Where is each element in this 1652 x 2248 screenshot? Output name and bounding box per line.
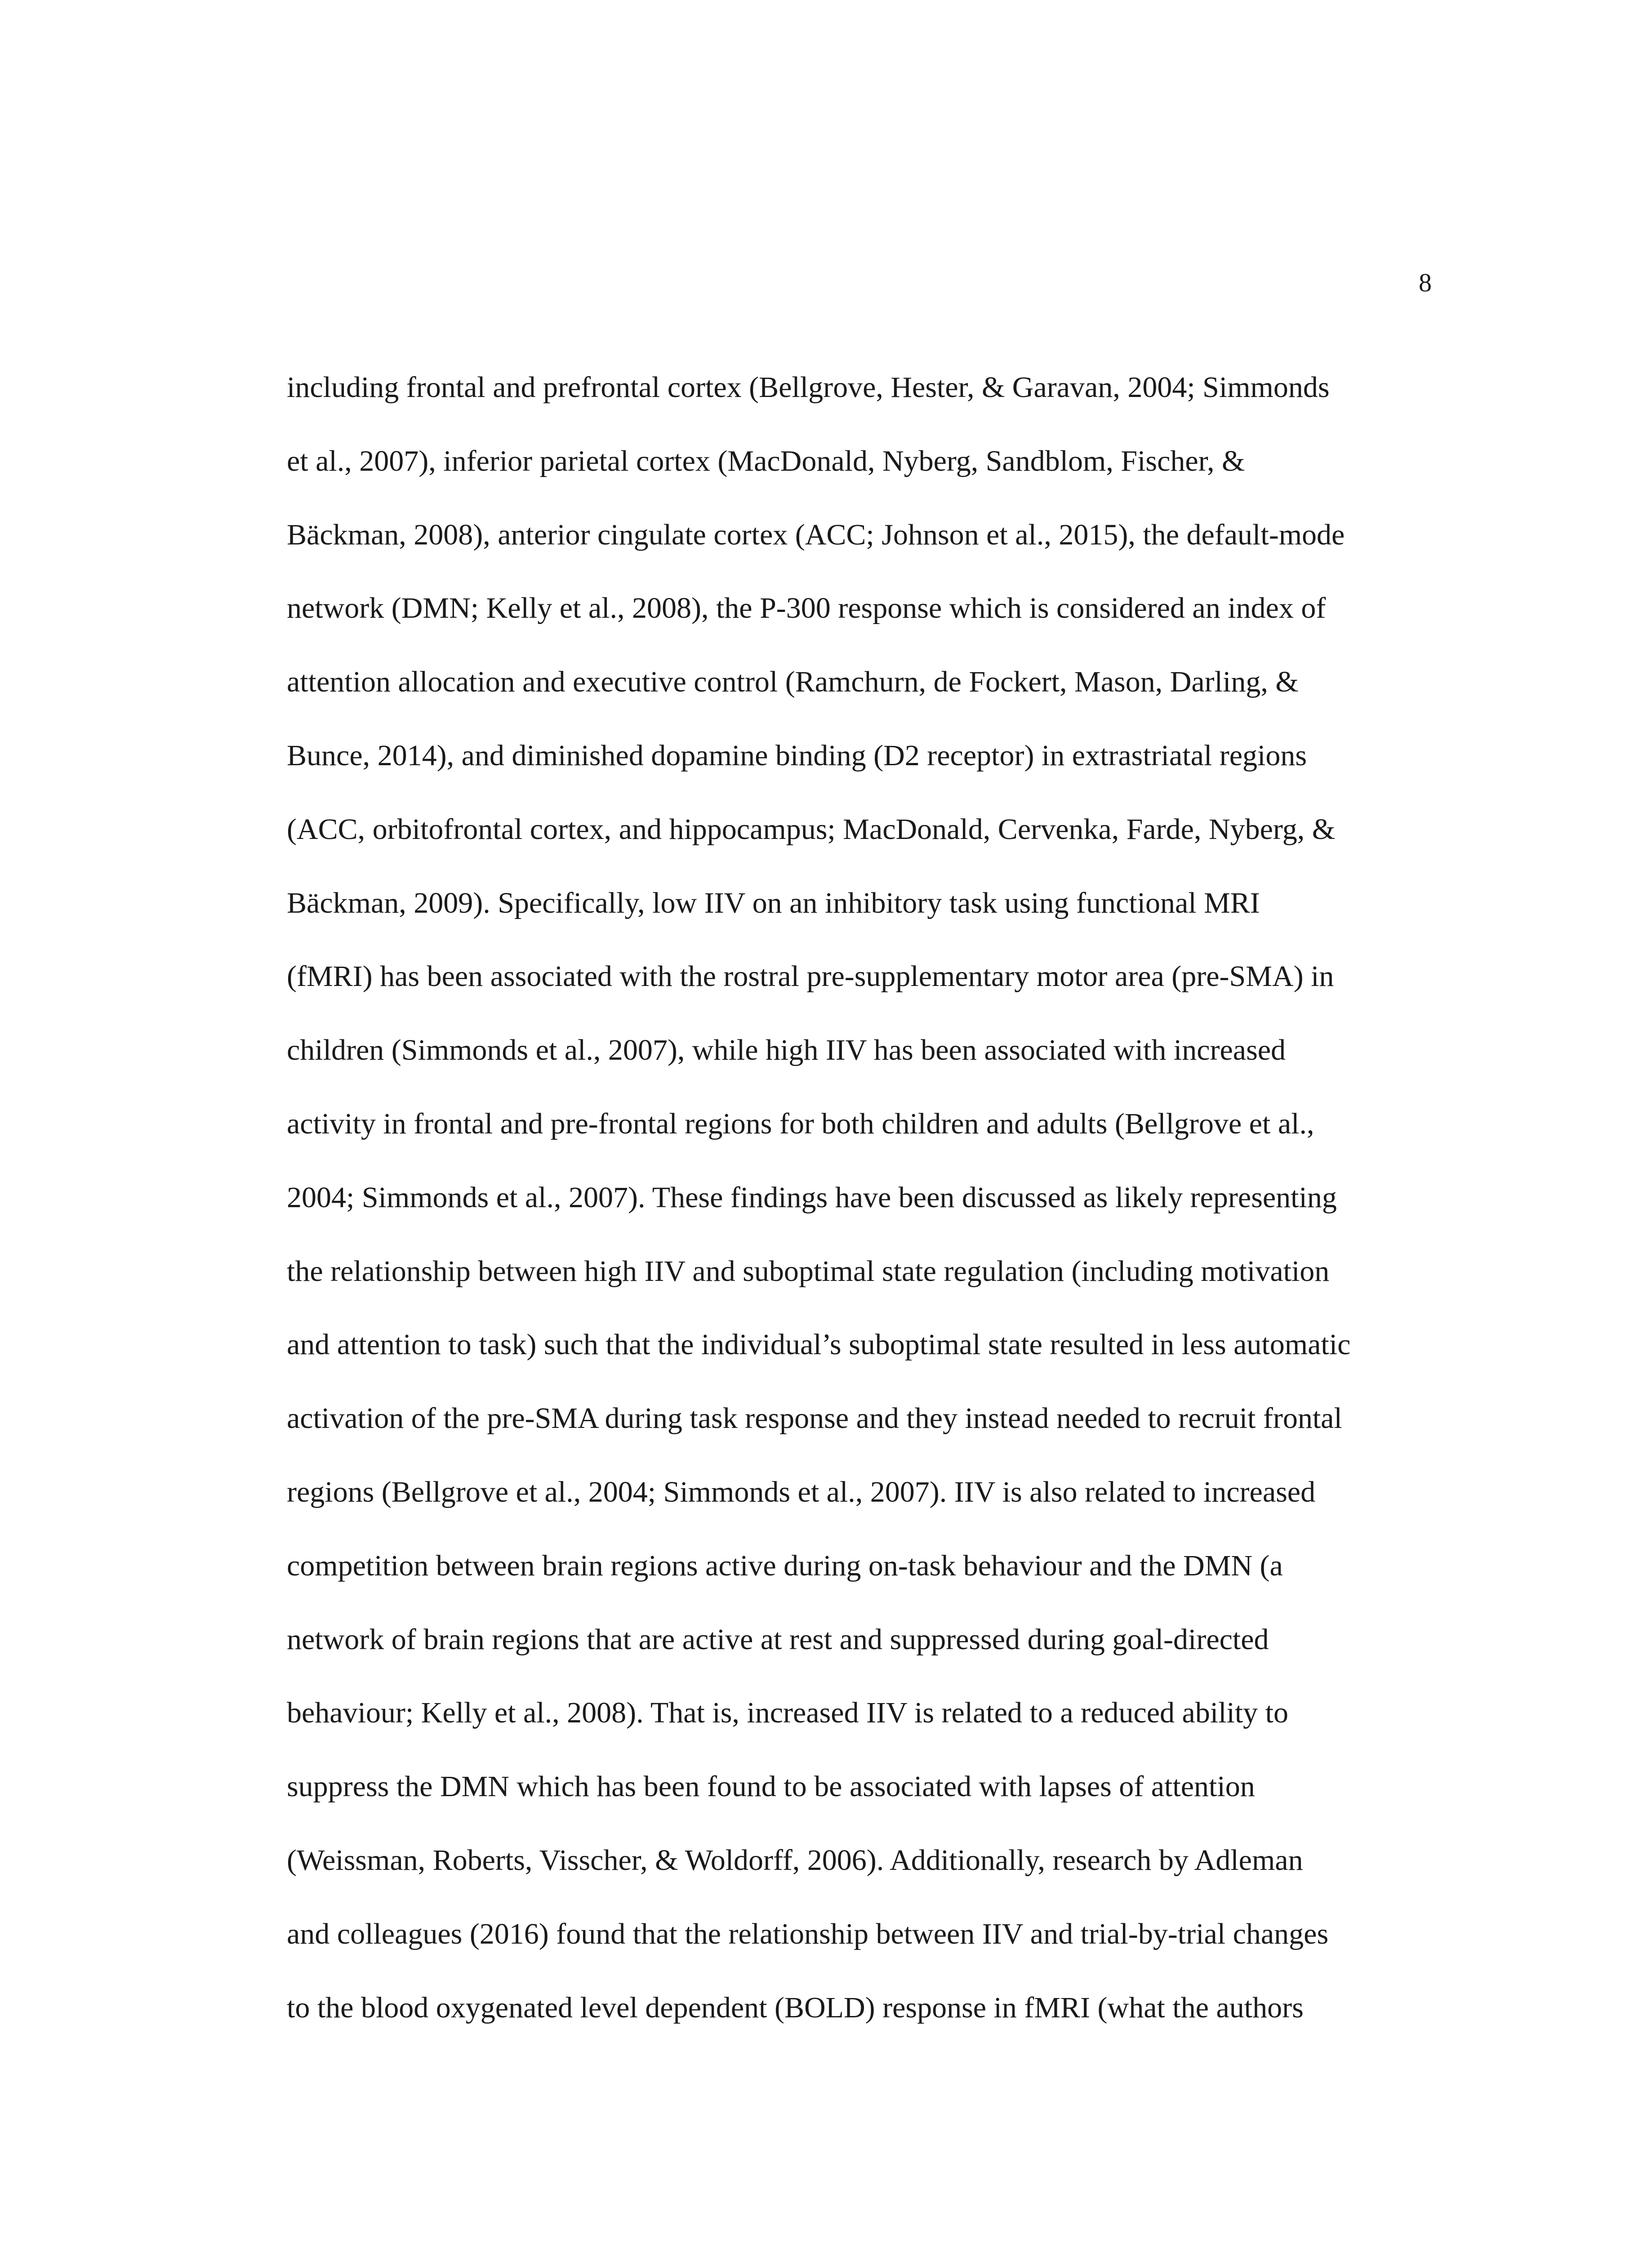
text-line: et al., 2007), inferior parietal cortex (MacDonald, Nyberg, Sandblom, Fischer, & bbox=[287, 444, 1245, 477]
text-line: regions (Bellgrove et al., 2004; Simmonds et al., 2007). IIV is also related to increased bbox=[287, 1475, 1316, 1508]
text-line: activation of the pre-SMA during task response and they instead needed to recruit frontal bbox=[287, 1402, 1342, 1435]
text-line: network (DMN; Kelly et al., 2008), the P-300 response which is considered an index of bbox=[287, 592, 1326, 625]
text-line: (Weissman, Roberts, Visscher, & Woldorff, 2006). Additionally, research by Adleman bbox=[287, 1843, 1303, 1877]
text-line: suppress the DMN which has been found to be associated with lapses of attention bbox=[287, 1770, 1255, 1803]
text-line: 2004; Simmonds et al., 2007). These findings have been discussed as likely representing bbox=[287, 1181, 1337, 1214]
text-line: Bunce, 2014), and diminished dopamine binding (D2 receptor) in extrastriatal regions bbox=[287, 739, 1307, 772]
text-line: children (Simmonds et al., 2007), while high IIV has been associated with increased bbox=[287, 1034, 1286, 1067]
text-line: the relationship between high IIV and suboptimal state regulation (including motivation bbox=[287, 1254, 1330, 1288]
text-line: and attention to task) such that the individual’s suboptimal state resulted in less automatic bbox=[287, 1328, 1351, 1361]
page-number: 8 bbox=[1419, 268, 1432, 297]
text-line: network of brain regions that are active at rest and suppressed during goal-directed bbox=[287, 1623, 1269, 1656]
text-line: activity in frontal and pre-frontal regions for both children and adults (Bellgrove et al., bbox=[287, 1107, 1314, 1140]
text-line: to the blood oxygenated level dependent (BOLD) response in fMRI (what the authors bbox=[287, 1991, 1304, 2024]
text-line: Bäckman, 2009). Specifically, low IIV on an inhibitory task using functional MRI bbox=[287, 886, 1260, 919]
body-paragraph bbox=[287, 351, 1438, 2044]
text-line: and colleagues (2016) found that the relationship between IIV and trial-by-trial changes bbox=[287, 1917, 1329, 1950]
text-line: Bäckman, 2008), anterior cingulate cortex (ACC; Johnson et al., 2015), the default-mode bbox=[287, 518, 1345, 551]
text-line: competition between brain regions active during on-task behaviour and the DMN (a bbox=[287, 1549, 1283, 1582]
text-line: (ACC, orbitofrontal cortex, and hippocampus; MacDonald, Cervenka, Farde, Nyberg, & bbox=[287, 812, 1336, 846]
text-line: attention allocation and executive control (Ramchurn, de Fockert, Mason, Darling, & bbox=[287, 665, 1299, 699]
text-line: behaviour; Kelly et al., 2008). That is, increased IIV is related to a reduced ability to bbox=[287, 1696, 1289, 1730]
text-line: (fMRI) has been associated with the rostral pre-supplementary motor area (pre-SMA) in bbox=[287, 960, 1334, 993]
text-line: including frontal and prefrontal cortex (Bellgrove, Hester, & Garavan, 2004; Simmonds bbox=[287, 371, 1330, 404]
